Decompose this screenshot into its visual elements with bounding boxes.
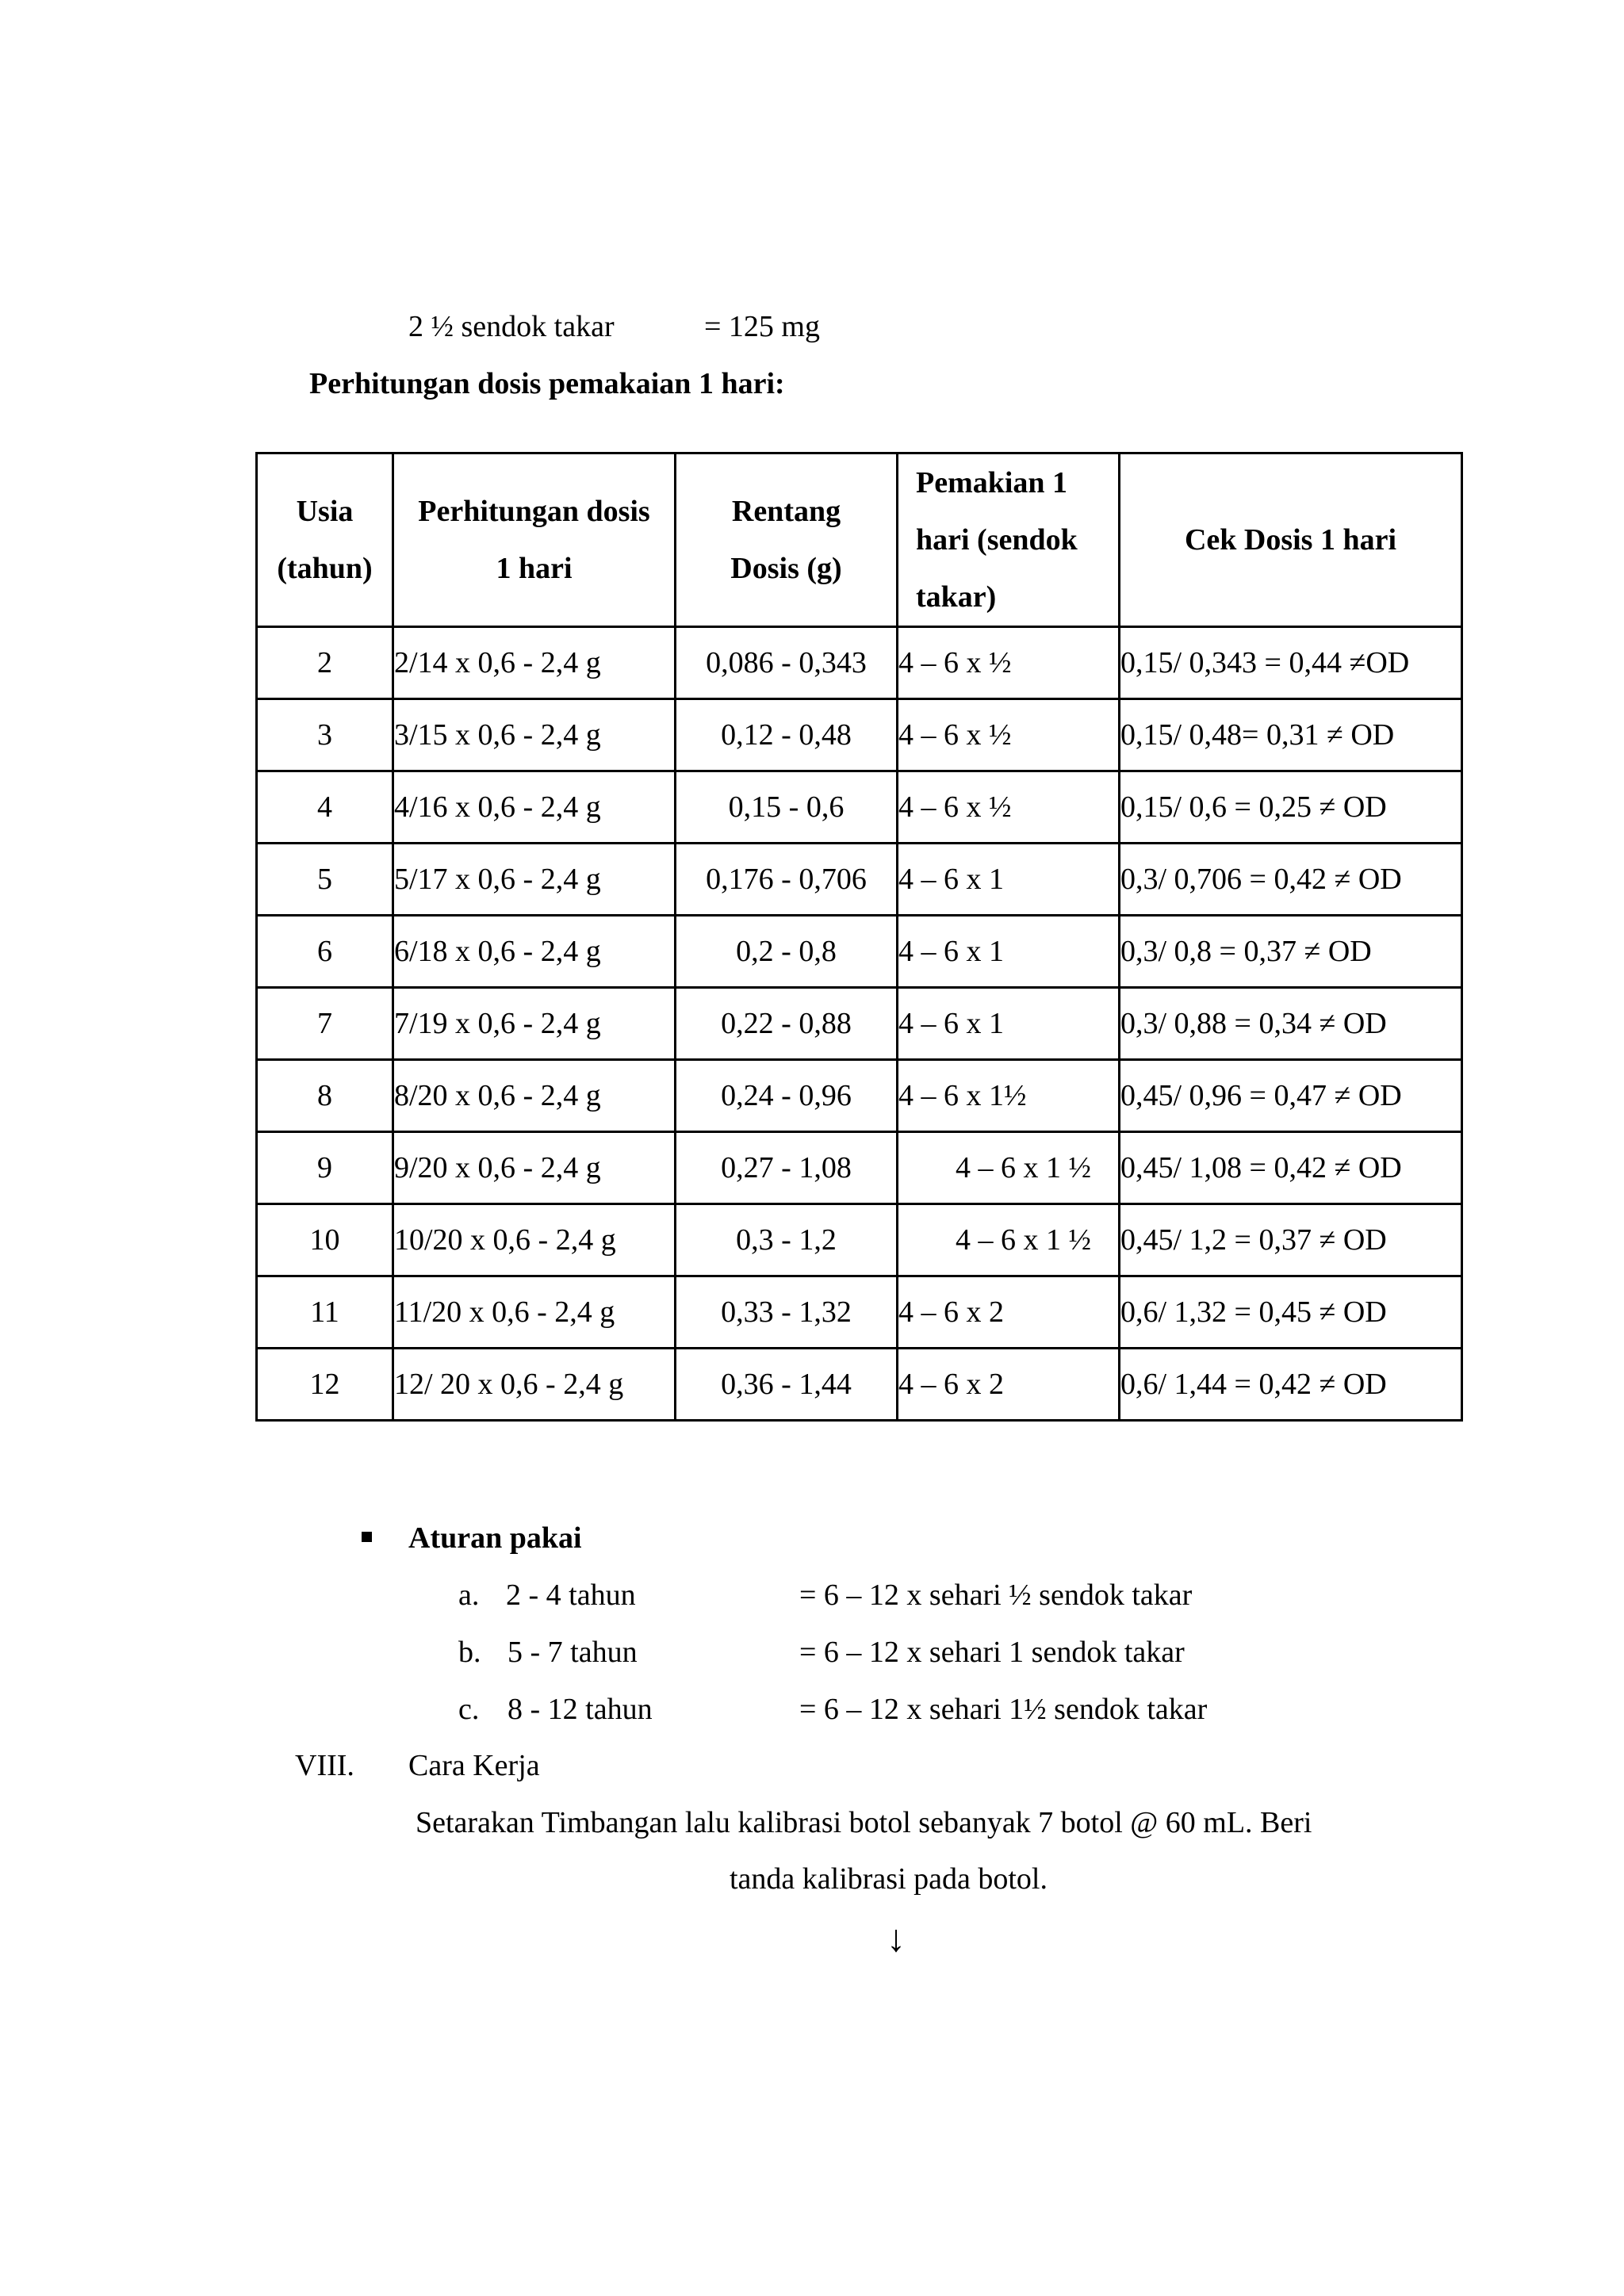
section-heading: Perhitungan dosis pemakaian 1 hari: [309, 367, 785, 400]
header-usia: Usia (tahun) [257, 453, 393, 627]
cell-usia: 10 [257, 1204, 393, 1276]
cell-perhitungan: 7/19 x 0,6 - 2,4 g [393, 988, 676, 1060]
aturan-marker-b: b. [458, 1636, 481, 1669]
aturan-age-a: 2 - 4 tahun [506, 1578, 636, 1612]
section-text-line2: tanda kalibrasi pada botol. [730, 1862, 1048, 1896]
cell-cek: 0,15/ 0,343 = 0,44 ≠OD [1120, 627, 1462, 699]
table-row [257, 988, 1462, 1060]
table-row [257, 699, 1462, 771]
cell-perhitungan: 12/ 20 x 0,6 - 2,4 g [393, 1349, 676, 1421]
aturan-age-b: 5 - 7 tahun [508, 1636, 638, 1669]
aturan-age-c: 8 - 12 tahun [508, 1693, 653, 1726]
aturan-marker-a: a. [458, 1578, 480, 1612]
aturan-title: Aturan pakai [408, 1521, 582, 1555]
cell-usia: 2 [257, 627, 393, 699]
table-row [257, 844, 1462, 916]
cell-perhitungan: 3/15 x 0,6 - 2,4 g [393, 699, 676, 771]
cell-rentang: 0,2 - 0,8 [676, 916, 898, 988]
cell-usia: 4 [257, 771, 393, 844]
aturan-rule-c: = 6 – 12 x sehari 1½ sendok takar [799, 1693, 1208, 1726]
cell-usia: 6 [257, 916, 393, 988]
cell-perhitungan: 11/20 x 0,6 - 2,4 g [393, 1276, 676, 1349]
aturan-rule-a: = 6 – 12 x sehari ½ sendok takar [799, 1578, 1193, 1612]
aturan-rule-b: = 6 – 12 x sehari 1 sendok takar [799, 1636, 1185, 1669]
table-row [257, 1060, 1462, 1132]
cell-cek: 0,3/ 0,706 = 0,42 ≠ OD [1120, 844, 1462, 916]
section-text-line1: Setarakan Timbangan lalu kalibrasi botol sebanyak 7 botol @ 60 mL. Beri [416, 1806, 1312, 1839]
table-row [257, 1204, 1462, 1276]
cell-usia: 8 [257, 1060, 393, 1132]
table-row [257, 916, 1462, 988]
cell-usia: 12 [257, 1349, 393, 1421]
cell-pemakaian: 4 – 6 x 1 ½ [898, 1204, 1120, 1276]
cell-rentang: 0,24 - 0,96 [676, 1060, 898, 1132]
cell-usia: 7 [257, 988, 393, 1060]
intro-dose-value: = 125 mg [704, 310, 820, 343]
cell-rentang: 0,176 - 0,706 [676, 844, 898, 916]
cell-cek: 0,3/ 0,8 = 0,37 ≠ OD [1120, 916, 1462, 988]
cell-pemakaian: 4 – 6 x 2 [898, 1276, 1120, 1349]
cell-rentang: 0,36 - 1,44 [676, 1349, 898, 1421]
table-row [257, 1349, 1462, 1421]
cell-perhitungan: 4/16 x 0,6 - 2,4 g [393, 771, 676, 844]
table-header-row [257, 453, 1462, 627]
cell-usia: 11 [257, 1276, 393, 1349]
cell-pemakaian: 4 – 6 x ½ [898, 627, 1120, 699]
cell-rentang: 0,22 - 0,88 [676, 988, 898, 1060]
section-number: VIII. [295, 1749, 354, 1782]
cell-rentang: 0,33 - 1,32 [676, 1276, 898, 1349]
cell-perhitungan: 9/20 x 0,6 - 2,4 g [393, 1132, 676, 1204]
table-row [257, 627, 1462, 699]
cell-perhitungan: 6/18 x 0,6 - 2,4 g [393, 916, 676, 988]
cell-usia: 3 [257, 699, 393, 771]
cell-rentang: 0,3 - 1,2 [676, 1204, 898, 1276]
cell-cek: 0,15/ 0,6 = 0,25 ≠ OD [1120, 771, 1462, 844]
cell-pemakaian: 4 – 6 x 1 [898, 988, 1120, 1060]
cell-pemakaian: 4 – 6 x 1 [898, 844, 1120, 916]
cell-perhitungan: 2/14 x 0,6 - 2,4 g [393, 627, 676, 699]
table-row [257, 1132, 1462, 1204]
cell-usia: 9 [257, 1132, 393, 1204]
cell-pemakaian: 4 – 6 x 1½ [898, 1060, 1120, 1132]
header-perhitungan: Perhitungan dosis 1 hari [393, 453, 676, 627]
header-pemakaian: Pemakian 1 hari (sendok takar) [898, 453, 1120, 627]
header-cek: Cek Dosis 1 hari [1120, 453, 1462, 627]
cell-perhitungan: 8/20 x 0,6 - 2,4 g [393, 1060, 676, 1132]
intro-dose-label: 2 ½ sendok takar [408, 310, 615, 343]
cell-pemakaian: 4 – 6 x 1 ½ [898, 1132, 1120, 1204]
table-row [257, 771, 1462, 844]
cell-rentang: 0,086 - 0,343 [676, 627, 898, 699]
cell-pemakaian: 4 – 6 x ½ [898, 699, 1120, 771]
bullet-square-icon [362, 1532, 372, 1542]
down-arrow-icon: ↓ [887, 1918, 906, 1960]
cell-pemakaian: 4 – 6 x 1 [898, 916, 1120, 988]
dose-table [255, 452, 1463, 1422]
cell-cek: 0,15/ 0,48= 0,31 ≠ OD [1120, 699, 1462, 771]
cell-cek: 0,3/ 0,88 = 0,34 ≠ OD [1120, 988, 1462, 1060]
section-title: Cara Kerja [408, 1749, 540, 1782]
cell-cek: 0,45/ 1,2 = 0,37 ≠ OD [1120, 1204, 1462, 1276]
cell-cek: 0,45/ 1,08 = 0,42 ≠ OD [1120, 1132, 1462, 1204]
cell-rentang: 0,27 - 1,08 [676, 1132, 898, 1204]
cell-cek: 0,45/ 0,96 = 0,47 ≠ OD [1120, 1060, 1462, 1132]
cell-perhitungan: 5/17 x 0,6 - 2,4 g [393, 844, 676, 916]
cell-perhitungan: 10/20 x 0,6 - 2,4 g [393, 1204, 676, 1276]
cell-cek: 0,6/ 1,44 = 0,42 ≠ OD [1120, 1349, 1462, 1421]
aturan-marker-c: c. [458, 1693, 480, 1726]
cell-rentang: 0,12 - 0,48 [676, 699, 898, 771]
cell-pemakaian: 4 – 6 x ½ [898, 771, 1120, 844]
cell-pemakaian: 4 – 6 x 2 [898, 1349, 1120, 1421]
cell-usia: 5 [257, 844, 393, 916]
table-row [257, 1276, 1462, 1349]
header-rentang: Rentang Dosis (g) [676, 453, 898, 627]
cell-cek: 0,6/ 1,32 = 0,45 ≠ OD [1120, 1276, 1462, 1349]
cell-rentang: 0,15 - 0,6 [676, 771, 898, 844]
